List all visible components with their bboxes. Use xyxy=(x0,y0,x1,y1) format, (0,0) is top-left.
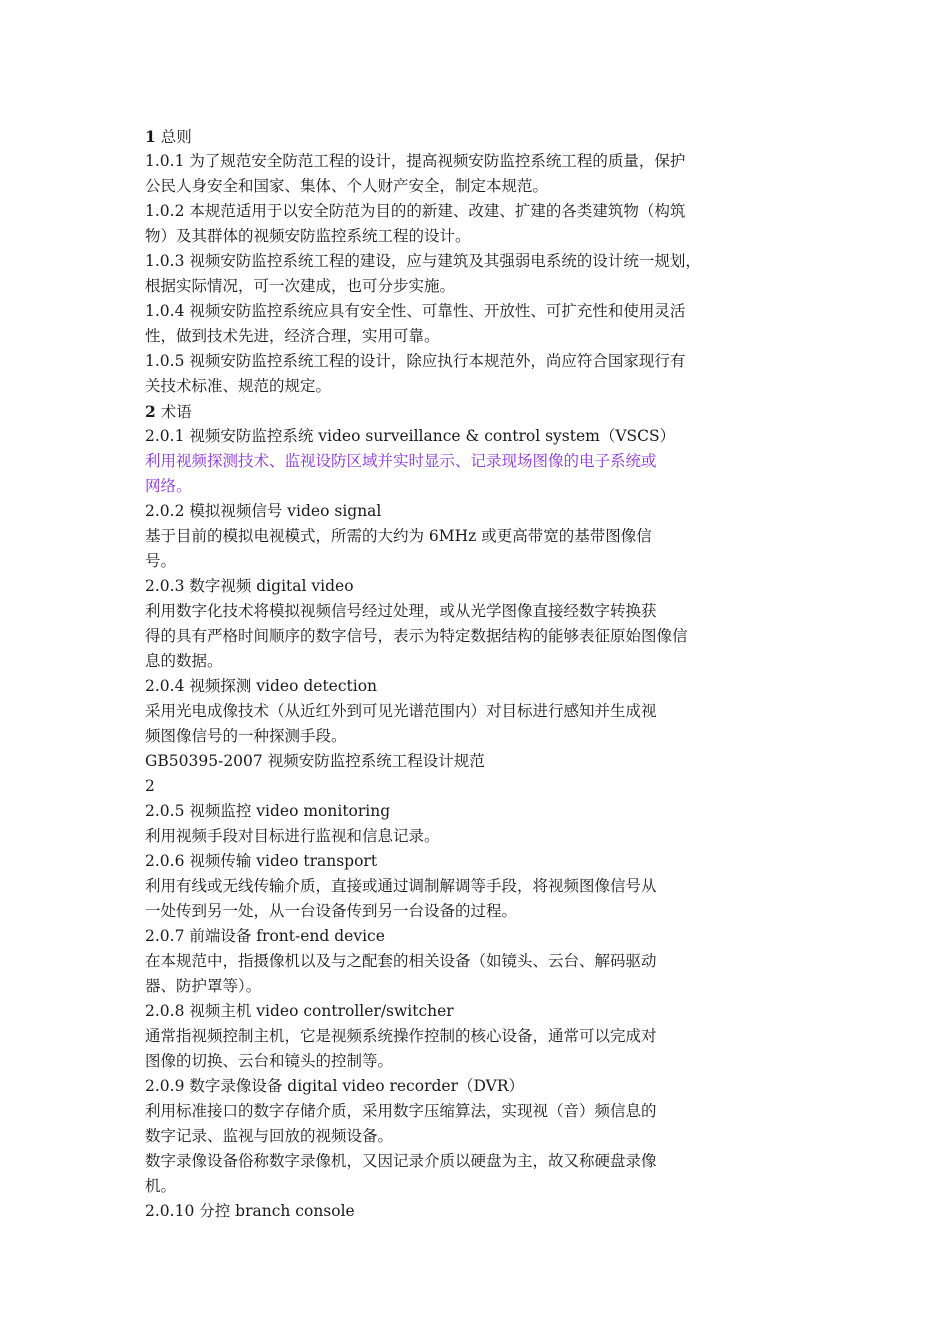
text-line: GB50395-2007 视频安防监控系统工程设计规范 xyxy=(145,752,485,770)
text-line: 息的数据。 xyxy=(145,652,223,670)
text-line: 2.0.7 前端设备 front-end device xyxy=(145,927,385,945)
text-line: 2.0.10 分控 branch console xyxy=(145,1202,355,1220)
text-line: 1.0.5 视频安防监控系统工程的设计，除应执行本规范外，尚应符合国家现行有 xyxy=(145,352,686,370)
text-line: 利用标准接口的数字存储介质，采用数字压缩算法，实现视（音）频信息的 xyxy=(145,1102,657,1120)
text-line: 利用数字化技术将模拟视频信号经过处理，或从光学图像直接经数字转换获 xyxy=(145,602,657,620)
text-line: 机。 xyxy=(145,1177,177,1195)
highlighted-text-line: 利用视频探测技术、监视设防区域并实时显示、记录现场图像的电子系统或 xyxy=(145,452,657,470)
text-line: 1.0.2 本规范适用于以安全防范为目的的新建、改建、扩建的各类建筑物（构筑 xyxy=(145,202,686,220)
section-title: 术语 xyxy=(155,403,192,421)
text-line: 号。 xyxy=(145,552,177,570)
text-line: 器、防护罩等）。 xyxy=(145,977,262,995)
text-line: 得的具有严格时间顺序的数字信号，表示为特定数据结构的能够表征原始图像信 xyxy=(145,627,688,645)
text-line: 1.0.3 视频安防监控系统工程的建设，应与建筑及其强弱电系统的设计统一规划， xyxy=(145,252,701,270)
section-title: 总则 xyxy=(155,128,192,146)
text-line: 一处传到另一处，从一台设备传到另一台设备的过程。 xyxy=(145,902,518,920)
text-line: 2.0.6 视频传输 video transport xyxy=(145,852,378,870)
text-line: 2.0.9 数字录像设备 digital video recorder（DVR） xyxy=(145,1077,525,1095)
text-line: 2 xyxy=(145,777,155,795)
text-line: 公民人身安全和国家、集体、个人财产安全，制定本规范。 xyxy=(145,177,549,195)
text-line: 频图像信号的一种探测手段。 xyxy=(145,727,347,745)
text-line: 2.0.3 数字视频 digital video xyxy=(145,577,354,595)
section-heading xyxy=(145,399,745,424)
text-line: 基于目前的模拟电视模式，所需的大约为 6MHz 或更高带宽的基带图像信 xyxy=(145,527,652,545)
text-line: 物）及其群体的视频安防监控系统工程的设计。 xyxy=(145,227,471,245)
section-heading xyxy=(145,124,745,149)
text-line: 通常指视频控制主机，它是视频系统操作控制的核心设备，通常可以完成对 xyxy=(145,1027,657,1045)
text-line: 2.0.8 视频主机 video controller/switcher xyxy=(145,1002,454,1020)
text-line: 在本规范中，指摄像机以及与之配套的相关设备（如镜头、云台、解码驱动 xyxy=(145,952,657,970)
document-body xyxy=(145,124,745,1224)
text-line: 2.0.4 视频探测 video detection xyxy=(145,677,378,695)
section-number: 2 xyxy=(145,402,156,421)
text-line: 根据实际情况，可一次建成，也可分步实施。 xyxy=(145,277,456,295)
text-line: 1.0.1 为了规范安全防范工程的设计，提高视频安防监控系统工程的质量，保护 xyxy=(145,152,686,170)
text-line: 采用光电成像技术（从近红外到可见光谱范围内）对目标进行感知并生成视 xyxy=(145,702,657,720)
text-line: 关技术标准、规范的规定。 xyxy=(145,377,332,395)
text-line: 利用有线或无线传输介质，直接或通过调制解调等手段，将视频图像信号从 xyxy=(145,877,657,895)
text-line: 数字记录、监视与回放的视频设备。 xyxy=(145,1127,394,1145)
text-line: 利用视频手段对目标进行监视和信息记录。 xyxy=(145,827,440,845)
text-line: 性，做到技术先进，经济合理，实用可靠。 xyxy=(145,327,440,345)
text-line: 1.0.4 视频安防监控系统应具有安全性、可靠性、开放性、可扩充性和使用灵活 xyxy=(145,302,686,320)
text-line: 2.0.1 视频安防监控系统 video surveillance & control system（VSCS） xyxy=(145,427,676,445)
text-line: 数字录像设备俗称数字录像机，又因记录介质以硬盘为主，故又称硬盘录像 xyxy=(145,1152,657,1170)
text-line: 2.0.2 模拟视频信号 video signal xyxy=(145,502,382,520)
section-number: 1 xyxy=(145,127,156,146)
text-line: 图像的切换、云台和镜头的控制等。 xyxy=(145,1052,394,1070)
text-line: 2.0.5 视频监控 video monitoring xyxy=(145,802,391,820)
highlighted-text-line: 网络。 xyxy=(145,477,192,495)
